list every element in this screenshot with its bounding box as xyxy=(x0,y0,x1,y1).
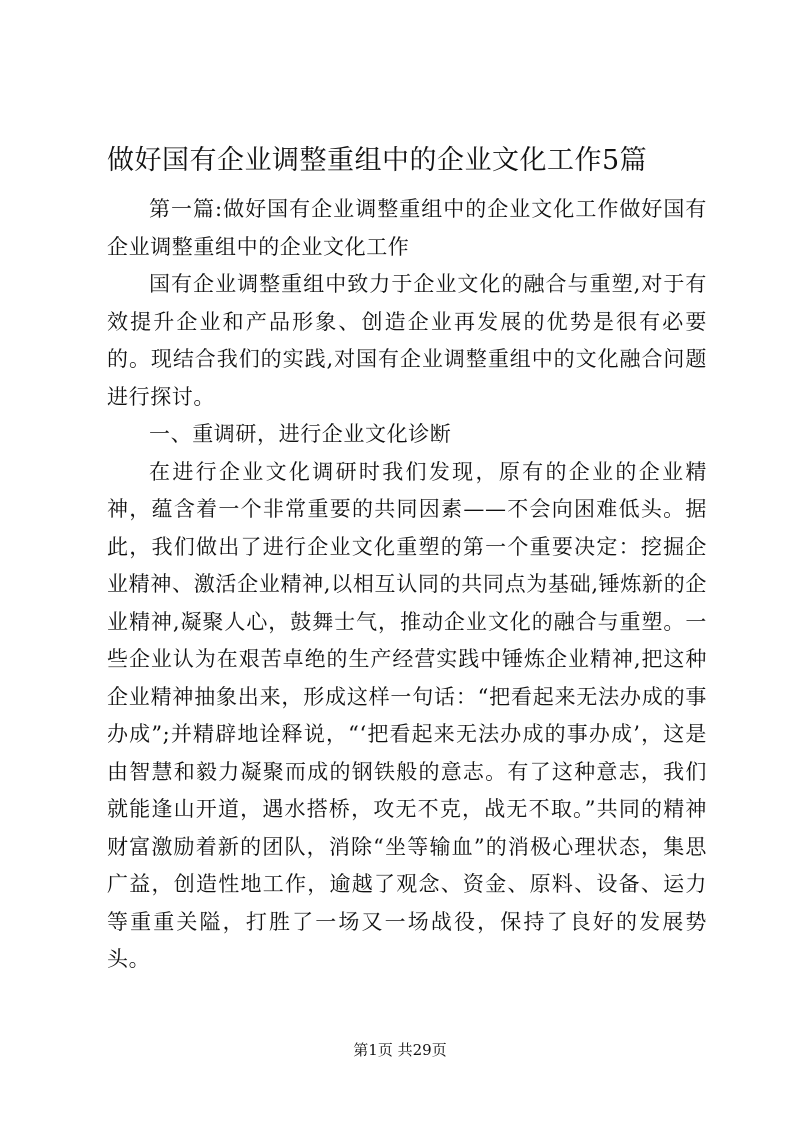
paragraph-main: 在进行企业文化调研时我们发现，原有的企业的企业精神，蕴含着一个非常重要的共同因素——不会向困难低头。据此，我们做出了进行企业文化重塑的第一个重要决定：挖掘企业精神、激活企业精神,以相互认同的共同点为基础,锤炼新的企业精神,凝聚人心，鼓舞士气，推动企业文化的融合与重塑。一些企业认为在艰苦卓绝的生产经营实践中锤炼企业精神,把这种企业精神抽象出来，形成这样一句话：“把看起来无法办成的事办成”;并精辟地诠释说，“‘把看起来无法办成的事办成’，这是由智慧和毅力凝聚而成的钢铁般的意志。有了这种意志，我们就能逢山开道，遇水搭桥，攻无不克，战无不取。”共同的精神财富激励着新的团队，消除“坐等输血”的消极心理状态，集思广益，创造性地工作，逾越了观念、资金、原料、设备、运力等重重关隘，打胜了一场又一场战役，保持了良好的发展势头。 xyxy=(107,459,707,971)
document-body xyxy=(107,191,707,979)
paragraph-first-heading: 第一篇:做好国有企业调整重组中的企业文化工作做好国有企业调整重组中的企业文化工作 xyxy=(107,197,707,259)
document-title: 做好国有企业调整重组中的企业文化工作5篇 xyxy=(107,145,648,176)
section-heading: 一、重调研，进行企业文化诊断 xyxy=(149,422,452,446)
page-footer: 第1页 共29页 xyxy=(353,1041,447,1059)
paragraph-intro: 国有企业调整重组中致力于企业文化的融合与重塑,对于有效提升企业和产品形象、创造企业再发展的优势是很有必要的。现结合我们的实践,对国有企业调整重组中的文化融合问题进行探讨。 xyxy=(107,272,707,409)
